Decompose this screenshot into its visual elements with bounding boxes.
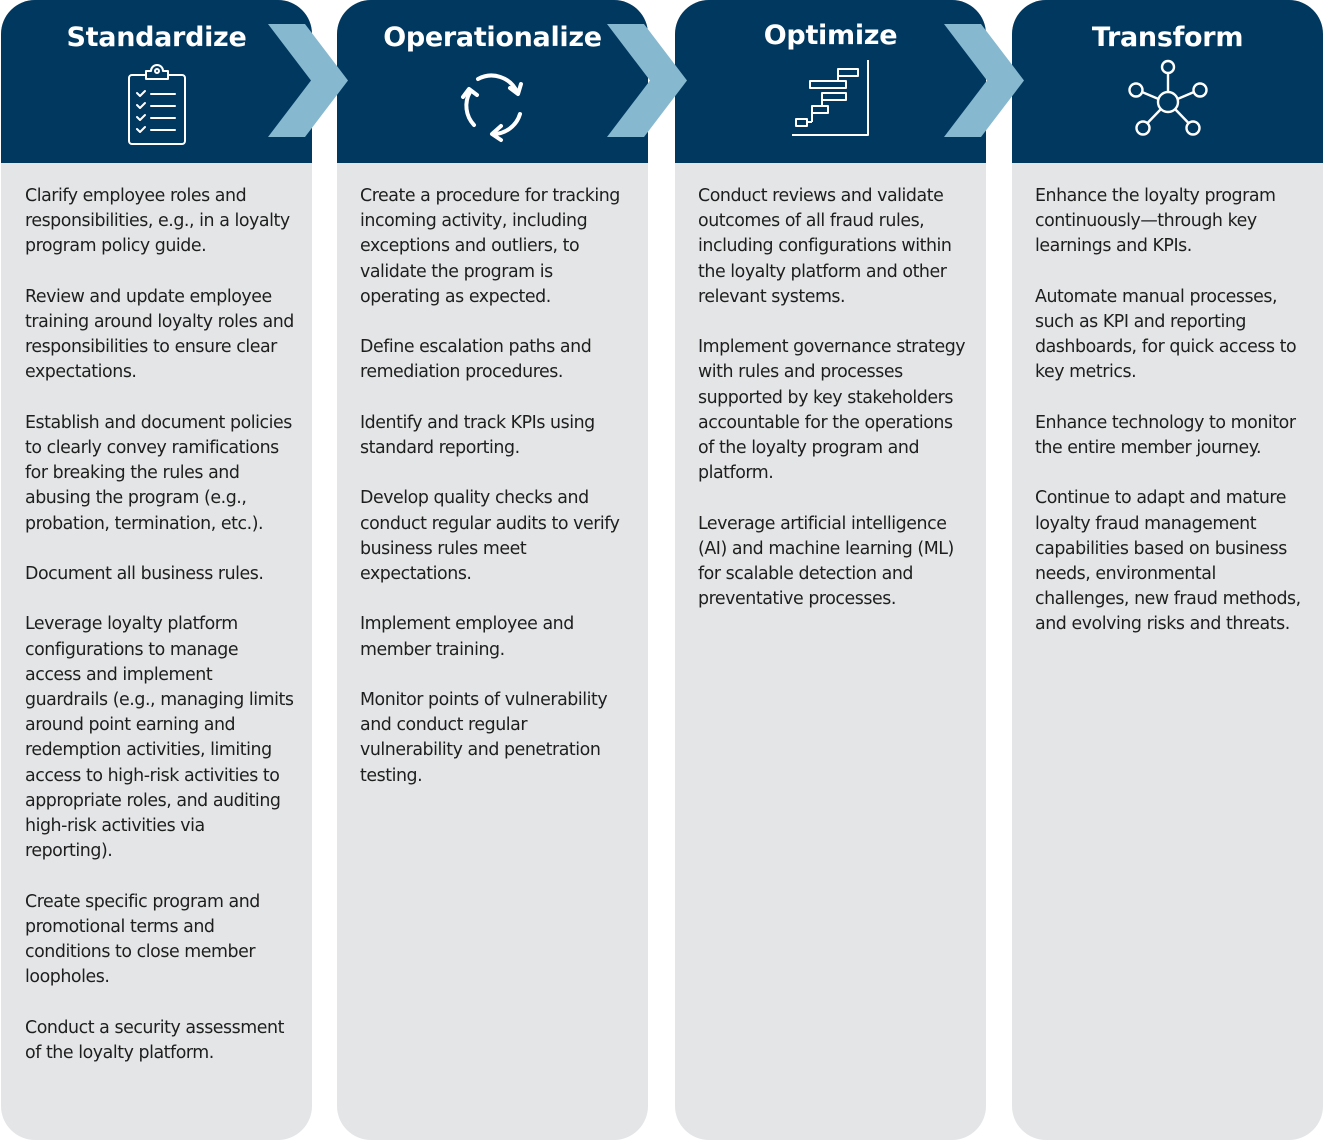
list-item: Create specific program and promotional terms and conditions to close member loopholes. [25,891,260,988]
list-item: Enhance the loyalty program continuously—through key learnings and KPIs. [1035,186,1276,257]
column-standardize [1,0,312,1140]
chevron-right-icon [944,24,1024,137]
column-body [360,184,632,814]
ascending-steps-chart-icon [788,57,874,143]
list-item: Document all business rules. [25,564,264,584]
column-title: Operationalize [383,22,602,53]
list-item: Identify and track KPIs using standard reporting. [360,412,595,458]
list-item: Implement governance strategy with rules and processes supported by key stakeholders accountable for the operations of the loyalty program and platform. [698,337,966,484]
column-header [1012,0,1323,163]
list-item: Implement employee and member training. [360,614,574,660]
column-body [698,184,970,638]
list-item: Continue to adapt and mature loyalty fraud management capabilities based on business needs, environmental challenges, new fraud methods, and evolving risks and threats. [1035,488,1301,635]
column-operationalize [337,0,648,1140]
list-item: Conduct reviews and validate outcomes of all fraud rules, including configurations within the loyalty platform and other relevant systems. [698,186,952,307]
list-item: Monitor points of vulnerability and conduct regular vulnerability and penetration testing. [360,689,608,786]
column-optimize [675,0,986,1140]
column-header [337,0,648,163]
list-item: Enhance technology to monitor the entire member journey. [1035,412,1296,458]
column-transform [1012,0,1323,1140]
column-title: Transform [1091,22,1244,53]
network-hub-icon [1125,56,1211,142]
column-body [1035,184,1307,663]
list-item: Establish and document policies to clearly convey ramifications for breaking the rules and abusing the program (e.g., probation, termination, etc.). [25,412,292,534]
chevron-right-icon [268,24,348,137]
list-item: Conduct a security assessment of the loyalty platform. [25,1017,284,1063]
clipboard-checklist-icon [114,62,200,148]
cycle-arrows-icon [450,62,536,148]
list-item: Define escalation paths and remediation procedures. [360,337,592,383]
column-body [25,184,297,1091]
list-item: Develop quality checks and conduct regular audits to verify business rules meet expectations. [360,488,620,584]
column-title: Optimize [763,20,898,51]
list-item: Review and update employee training around loyalty roles and responsibilities to ensure clear expectations. [25,286,294,383]
column-title: Standardize [66,22,247,53]
chevron-right-icon [607,24,687,137]
column-header [1,0,312,163]
list-item: Clarify employee roles and responsibilities, e.g., in a loyalty program policy guide. [25,186,290,257]
column-header [675,0,986,163]
list-item: Create a procedure for tracking incoming activity, including exceptions and outliers, to validate the program is operating as expected. [360,186,620,307]
list-item: Leverage loyalty platform configurations to manage access and implement guardrails (e.g., managing limits around point earning and redemption activities, limiting access to high-risk activities to appropriate roles, and auditing high-risk activities via reporting). [25,614,294,862]
list-item: Leverage artificial intelligence (AI) and machine learning (ML) for scalable detection and preventative processes. [698,513,954,610]
list-item: Automate manual processes, such as KPI and reporting dashboards, for quick access to key metrics. [1035,286,1297,383]
